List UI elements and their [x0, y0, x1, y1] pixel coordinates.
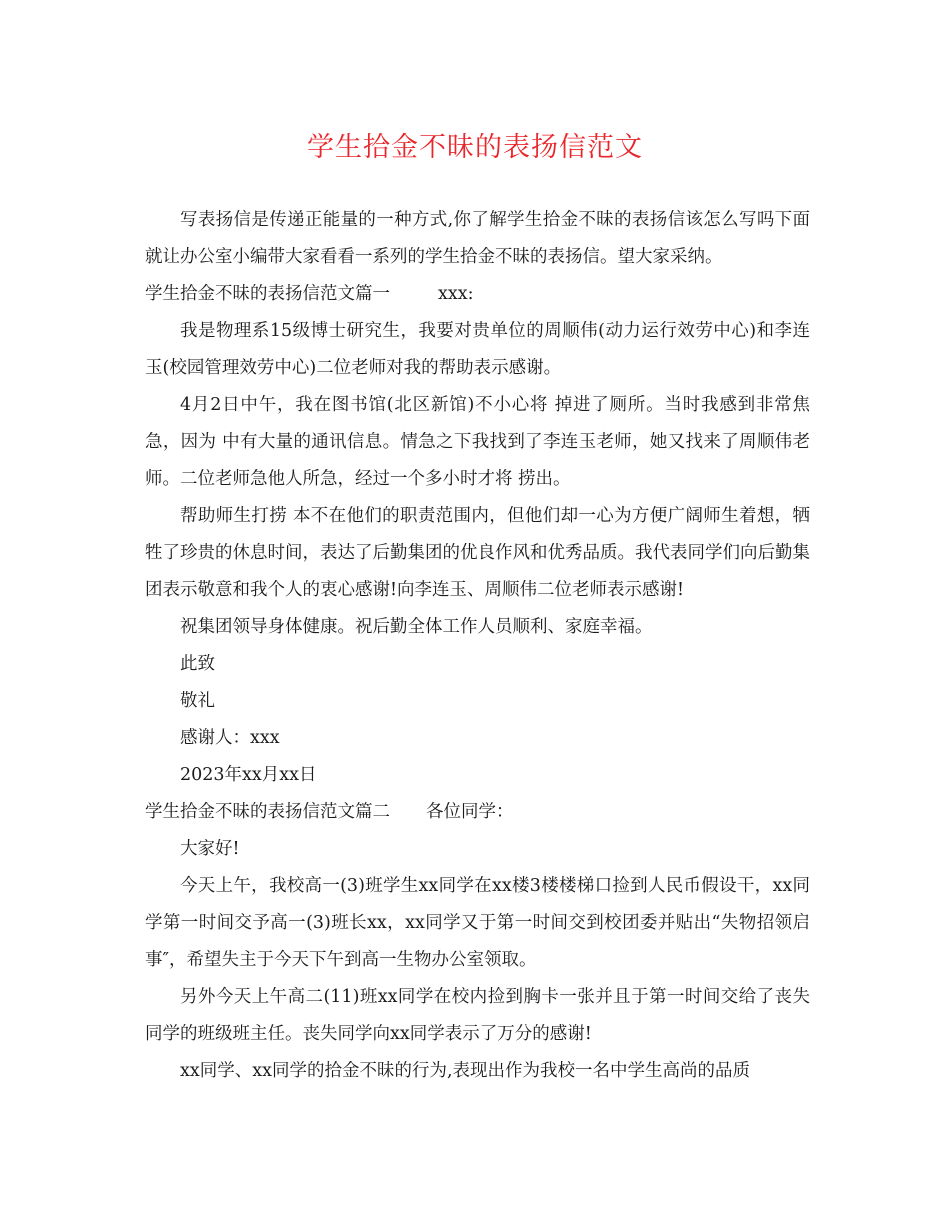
letter1-paragraph-3: 帮助师生打捞 本不在他们的职责范围内，但他们却一心为方便广阔师生着想，牺牲了珍贵的休息时间，表达了后勤集团的优良作风和优秀品质。我代表同学们向后勤集团表示敬意和我个人的衷心感谢!向李连玉、周顺伟二位老师表示感谢!: [145, 506, 810, 600]
letter2-salutation: 各位同学：: [426, 802, 514, 822]
letter1-heading-line: [145, 276, 810, 313]
document-body: [145, 202, 810, 1090]
letter1-date: 2023年xx月xx日: [180, 765, 317, 785]
letter2-heading: 学生拾金不昧的表扬信范文篇二: [145, 802, 390, 822]
letter1-paragraph-2: 4月2日中午，我在图书馆(北区新馆)不小心将 掉进了厕所。当时我感到非常焦急，因为 中有大量的通讯信息。情急之下我找到了李连玉老师，她又找来了周顺伟老师。二位老师急他人所急，经过一个多小时才将 捞出。: [145, 395, 810, 489]
letter1-paragraph-4: 祝集团领导身体健康。祝后勤全体工作人员顺利、家庭幸福。: [180, 617, 653, 637]
letter2-paragraph-3: xx同学、xx同学的拾金不昧的行为,表现出作为我校一名中学生高尚的品质: [180, 1061, 751, 1081]
document-title: 学生拾金不昧的表扬信范文: [307, 132, 643, 163]
intro-paragraph: 写表扬信是传递正能量的一种方式,你了解学生拾金不昧的表扬信该怎么写吗下面就让办公室小编带大家看看一系列的学生拾金不昧的表扬信。望大家采纳。: [145, 210, 810, 267]
letter1-signer: 感谢人：xxx: [180, 728, 280, 748]
letter1-salutation: xxx:: [438, 284, 474, 304]
letter1-closing-2: 敬礼: [180, 691, 215, 711]
letter2-paragraph-2: 另外今天上午高二(11)班xx同学在校内捡到胸卡一张并且于第一时间交给了丧失同学的班级班主任。丧失同学向xx同学表示了万分的感谢!: [145, 987, 810, 1044]
letter2-paragraph-1: 今天上午，我校高一(3)班学生xx同学在xx楼3楼楼梯口捡到人民币假设干，xx同学第一时间交予高一(3)班长xx，xx同学又于第一时间交到校团委并贴出“失物招领启事″，希望失主于今天下午到高一生物办公室领取。: [145, 876, 810, 970]
letter2-heading-line: [145, 794, 810, 831]
letter1-heading: 学生拾金不昧的表扬信范文篇一: [145, 284, 390, 304]
letter1-closing-1: 此致: [180, 654, 215, 674]
letter2-greeting: 大家好!: [180, 839, 240, 859]
letter1-paragraph-1: 我是物理系15级博士研究生，我要对贵单位的周顺伟(动力运行效劳中心)和李连玉(校园管理效劳中心)二位老师对我的帮助表示感谢。: [145, 321, 810, 378]
